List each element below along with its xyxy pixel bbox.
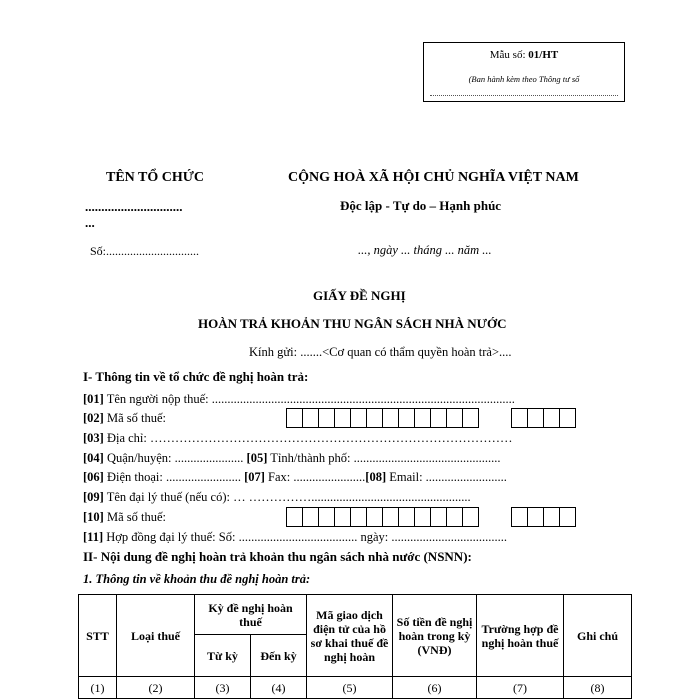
tax-code-digit-box[interactable] [382, 408, 399, 428]
agent-tax-code-digit-box[interactable] [430, 507, 447, 527]
agent-tax-code-branch-box[interactable] [559, 507, 576, 527]
col-period-header: Kỳ đề nghị hoàn thuế [195, 595, 307, 635]
form-code-box [423, 42, 625, 102]
field-07-code: [07] [244, 470, 265, 484]
agent-tax-code-digit-box[interactable] [350, 507, 367, 527]
tax-code-digit-box[interactable] [430, 408, 447, 428]
agent-tax-code-branch-box[interactable] [527, 507, 544, 527]
column-number: (2) [117, 677, 195, 699]
field-05-code: [05] [246, 451, 268, 465]
field-09-code: [09] [83, 490, 104, 504]
tax-code-digit-box[interactable] [302, 408, 319, 428]
agent-tax-code-digit-box[interactable] [366, 507, 383, 527]
tax-code-digit-box[interactable] [366, 408, 383, 428]
field-06-08 [83, 470, 507, 485]
form-code [424, 49, 624, 61]
field-01-code: [01] [83, 392, 104, 406]
tax-code-digit-box[interactable] [286, 408, 303, 428]
field-11 [83, 530, 507, 545]
province-field[interactable]: Tỉnh/thành phố: ............................................... [270, 451, 501, 465]
field-03 [83, 431, 513, 446]
tax-code-digit-box[interactable] [462, 408, 479, 428]
agent-tax-code-digit-box[interactable] [334, 507, 351, 527]
tax-code-boxes[interactable] [286, 408, 478, 428]
email-field[interactable]: Email: .......................... [389, 470, 507, 484]
section-2-heading: II- Nội dung đề nghị hoàn trả khoản thu ngân sách nhà nước (NSNN): [83, 549, 472, 564]
org-dots-continued: ... [85, 215, 95, 230]
tax-code-branch-box[interactable] [527, 408, 544, 428]
table-header-row [79, 595, 632, 635]
agent-tax-code-digit-box[interactable] [302, 507, 319, 527]
col-note-header: Ghi chú [564, 595, 632, 677]
agent-tax-code-boxes[interactable] [286, 507, 478, 527]
agent-tax-code-branch-box[interactable] [511, 507, 528, 527]
form-code-label: Mẫu số: [489, 49, 526, 61]
agent-tax-code-digit-box[interactable] [462, 507, 479, 527]
field-01 [83, 392, 515, 407]
column-number: (6) [393, 677, 477, 699]
phone-field[interactable]: Điện thoại: ........................ [106, 470, 241, 484]
org-dots: .............................. [85, 199, 183, 214]
field-08-code: [08] [365, 470, 387, 484]
national-motto: Độc lập - Tự do – Hạnh phúc [340, 198, 502, 213]
field-02-label: Mã số thuế: [106, 411, 166, 425]
field-04-05 [83, 451, 500, 466]
section-1-heading: I- Thông tin về tổ chức đề nghị hoàn trả: [83, 369, 309, 384]
col-tax-type-header: Loại thuế [117, 595, 195, 677]
column-number: (3) [195, 677, 251, 699]
field-10 [83, 510, 166, 525]
col-transaction-code-header: Mã giao dịch điện tử của hồ sơ khai thuế đề nghị hoàn [307, 595, 393, 677]
col-refund-case-header: Trường hợp đề nghị hoàn thuế [477, 595, 564, 677]
recipient-line: Kính gửi: .......<Cơ quan có thẩm quyền hoàn trả>.... [249, 345, 512, 359]
column-number: (8) [564, 677, 632, 699]
tax-code-digit-box[interactable] [446, 408, 463, 428]
tax-code-branch-box[interactable] [559, 408, 576, 428]
document-subtitle: HOÀN TRẢ KHOẢN THU NGÂN SÁCH NHÀ NƯỚC [198, 316, 507, 331]
form-box-cut-line [430, 95, 618, 96]
agent-tax-code-digit-box[interactable] [414, 507, 431, 527]
column-number: (1) [79, 677, 117, 699]
agent-contract-field[interactable]: Hợp đồng đại lý thuế: Số: ...................................... ngày: ..................................... [106, 530, 507, 544]
field-02-code: [02] [83, 411, 104, 425]
column-number: (7) [477, 677, 564, 699]
agent-tax-code-branch-box[interactable] [543, 507, 560, 527]
tax-code-digit-box[interactable] [350, 408, 367, 428]
tax-code-branch-box[interactable] [543, 408, 560, 428]
tax-code-branch-box[interactable] [511, 408, 528, 428]
column-number: (4) [251, 677, 307, 699]
agent-tax-code-digit-box[interactable] [318, 507, 335, 527]
tax-code-digit-box[interactable] [398, 408, 415, 428]
date-line: ..., ngày ... tháng ... năm ... [358, 243, 492, 257]
field-02 [83, 411, 166, 426]
agent-tax-code-digit-box[interactable] [286, 507, 303, 527]
column-number: (5) [307, 677, 393, 699]
tax-agent-name-field[interactable]: Tên đại lý thuế (nếu có): … ……………................................................... [106, 490, 471, 504]
agent-tax-code-digit-box[interactable] [446, 507, 463, 527]
district-field[interactable]: Quận/huyện: ...................... [106, 451, 244, 465]
document-title: GIẤY ĐỀ NGHỊ [313, 288, 406, 303]
taxpayer-name-field[interactable]: Tên người nộp thuế: ................................................................................................. [106, 392, 515, 406]
org-name: TÊN TỔ CHỨC [106, 170, 205, 185]
tax-code-digit-box[interactable] [334, 408, 351, 428]
field-04-code: [04] [83, 451, 104, 465]
col-from-period-header: Từ kỳ [195, 635, 251, 677]
field-06-code: [06] [83, 470, 104, 484]
form-code-value: 01/HT [528, 49, 559, 61]
field-09 [83, 490, 471, 505]
agent-tax-code-digit-box[interactable] [398, 507, 415, 527]
agent-tax-code-branch-boxes[interactable] [511, 507, 575, 527]
field-10-code: [10] [83, 510, 104, 524]
tax-code-branch-boxes[interactable] [511, 408, 575, 428]
country-name: CỘNG HOÀ XÃ HỘI CHỦ NGHĨA VIỆT NAM [288, 170, 579, 185]
field-11-code: [11] [83, 530, 104, 544]
address-field[interactable]: Địa chỉ: …………………………………………………………………………… [106, 431, 513, 445]
table-row [79, 677, 632, 699]
form-issued-note: (Ban hành kèm theo Thông tư số [468, 74, 580, 84]
field-03-code: [03] [83, 431, 104, 445]
tax-code-digit-box[interactable] [414, 408, 431, 428]
fax-field[interactable]: Fax: ....................... [268, 470, 366, 484]
col-amount-header: Số tiền đề nghị hoàn trong kỳ (VNĐ) [393, 595, 477, 677]
agent-tax-code-digit-box[interactable] [382, 507, 399, 527]
refund-table [78, 594, 632, 699]
document-number: Số:............................... [90, 244, 200, 258]
col-stt-header: STT [79, 595, 117, 677]
section-2-sub-heading: 1. Thông tin về khoản thu đề nghị hoàn trả: [83, 572, 311, 586]
tax-code-digit-box[interactable] [318, 408, 335, 428]
col-to-period-header: Đến kỳ [251, 635, 307, 677]
field-10-label: Mã số thuế: [106, 510, 166, 524]
